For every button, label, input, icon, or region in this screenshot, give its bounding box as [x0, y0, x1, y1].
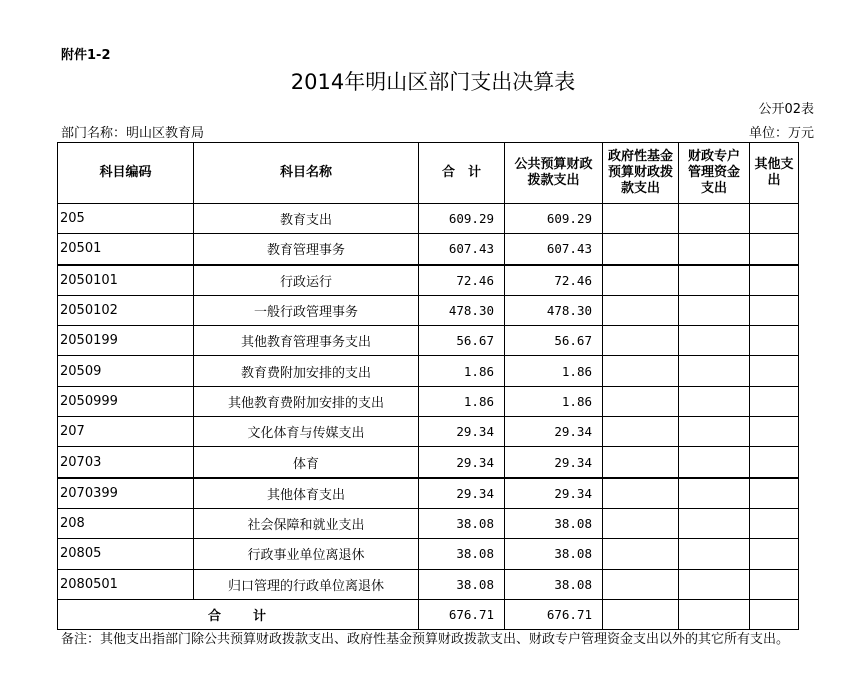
cell-gov-fund — [603, 295, 679, 325]
table-row — [58, 234, 799, 265]
cell-name: 其他教育费附加安排的支出 — [194, 386, 419, 416]
cell-gov-fund — [603, 508, 679, 538]
cell-public-budget: 29.34 — [505, 478, 603, 509]
table-row — [58, 478, 799, 509]
cell-name: 教育费附加安排的支出 — [194, 356, 419, 386]
header-code: 科目编码 — [58, 143, 194, 204]
table-row — [58, 356, 799, 386]
footnote: 备注：其他支出指部门除公共预算财政拨款支出、政府性基金预算财政拨款支出、财政专户管理资金支出以外的其它所有支出。 — [61, 632, 790, 647]
cell-name: 归口管理的行政单位离退休 — [194, 569, 419, 599]
cell-name: 教育支出 — [194, 204, 419, 234]
table-row — [58, 508, 799, 538]
attachment-label: 附件1-2 — [61, 48, 111, 63]
cell-gov-fund — [603, 569, 679, 599]
cell-gov-fund — [603, 478, 679, 509]
form-number: 公开02表 — [758, 102, 814, 117]
cell-other — [750, 386, 799, 416]
cell-gov-fund — [603, 386, 679, 416]
cell-gov-fund — [603, 265, 679, 296]
cell-gov-fund — [603, 234, 679, 265]
table-row — [58, 326, 799, 356]
cell-special-fund — [679, 295, 750, 325]
cell-total: 1.86 — [419, 356, 505, 386]
unit-label: 单位：万元 — [748, 126, 814, 141]
cell-code: 205 — [58, 204, 194, 234]
cell-total: 38.08 — [419, 508, 505, 538]
cell-special-fund — [679, 265, 750, 296]
cell-code: 2050999 — [58, 386, 194, 416]
cell-special-fund — [679, 508, 750, 538]
cell-code: 20509 — [58, 356, 194, 386]
cell-code: 20703 — [58, 447, 194, 478]
cell-public-budget: 38.08 — [505, 569, 603, 599]
cell-name: 其他教育管理事务支出 — [194, 326, 419, 356]
cell-total: 72.46 — [419, 265, 505, 296]
table-row — [58, 386, 799, 416]
cell-special-fund — [679, 539, 750, 569]
cell-total: 609.29 — [419, 204, 505, 234]
cell-other — [750, 326, 799, 356]
cell-other — [750, 265, 799, 296]
cell-code: 208 — [58, 508, 194, 538]
cell-gov-fund — [603, 447, 679, 478]
header-gov-fund: 政府性基金预算财政拨款支出 — [603, 143, 679, 204]
cell-total: 1.86 — [419, 386, 505, 416]
cell-other — [750, 478, 799, 509]
cell-name: 行政事业单位离退休 — [194, 539, 419, 569]
header-total: 合 计 — [419, 143, 505, 204]
cell-total: 38.08 — [419, 539, 505, 569]
table-row — [58, 447, 799, 478]
total-public-amount: 676.71 — [505, 599, 603, 629]
cell-other — [750, 539, 799, 569]
total-label: 合 计 — [58, 599, 419, 629]
cell-code: 2050101 — [58, 265, 194, 296]
cell-code: 2080501 — [58, 569, 194, 599]
table-row — [58, 295, 799, 325]
header-name: 科目名称 — [194, 143, 419, 204]
cell-other — [750, 234, 799, 265]
cell-gov-fund — [603, 417, 679, 447]
department-name: 部门名称：明山区教育局 — [61, 126, 205, 141]
cell-public-budget: 1.86 — [505, 386, 603, 416]
cell-name: 社会保障和就业支出 — [194, 508, 419, 538]
cell-gov-fund — [603, 204, 679, 234]
cell-special-fund — [679, 447, 750, 478]
cell-total: 29.34 — [419, 417, 505, 447]
cell-public-budget: 29.34 — [505, 447, 603, 478]
expenditure-table — [57, 142, 799, 630]
cell-other — [750, 447, 799, 478]
total-row — [58, 599, 799, 629]
cell-code: 207 — [58, 417, 194, 447]
cell-special-fund — [679, 356, 750, 386]
cell-other — [750, 508, 799, 538]
cell-special-fund — [679, 569, 750, 599]
header-public-budget: 公共预算财政拨款支出 — [505, 143, 603, 204]
cell-code: 2050199 — [58, 326, 194, 356]
cell-name: 行政运行 — [194, 265, 419, 296]
cell-name: 教育管理事务 — [194, 234, 419, 265]
cell-total: 29.34 — [419, 478, 505, 509]
cell-name: 其他体育支出 — [194, 478, 419, 509]
cell-special-fund — [679, 234, 750, 265]
cell-public-budget: 38.08 — [505, 508, 603, 538]
table-row — [58, 569, 799, 599]
cell-public-budget: 478.30 — [505, 295, 603, 325]
cell-other — [750, 417, 799, 447]
cell-public-budget: 29.34 — [505, 417, 603, 447]
cell-public-budget: 1.86 — [505, 356, 603, 386]
cell-total: 38.08 — [419, 569, 505, 599]
cell-gov-fund — [603, 356, 679, 386]
cell-special-fund — [679, 386, 750, 416]
table-row — [58, 204, 799, 234]
cell-total: 29.34 — [419, 447, 505, 478]
cell-public-budget: 38.08 — [505, 539, 603, 569]
cell-other — [750, 569, 799, 599]
cell-gov-fund — [603, 326, 679, 356]
cell-name: 一般行政管理事务 — [194, 295, 419, 325]
total-gov-fund — [603, 599, 679, 629]
page-title: 2014年明山区部门支出决算表 — [290, 70, 576, 94]
cell-name: 文化体育与传媒支出 — [194, 417, 419, 447]
cell-total: 56.67 — [419, 326, 505, 356]
cell-code: 2070399 — [58, 478, 194, 509]
total-special-fund — [679, 599, 750, 629]
cell-special-fund — [679, 417, 750, 447]
cell-code: 20805 — [58, 539, 194, 569]
cell-public-budget: 56.67 — [505, 326, 603, 356]
cell-code: 2050102 — [58, 295, 194, 325]
total-amount: 676.71 — [419, 599, 505, 629]
cell-special-fund — [679, 326, 750, 356]
total-other — [750, 599, 799, 629]
table-row — [58, 265, 799, 296]
cell-special-fund — [679, 478, 750, 509]
cell-special-fund — [679, 204, 750, 234]
table-row — [58, 417, 799, 447]
cell-public-budget: 609.29 — [505, 204, 603, 234]
cell-gov-fund — [603, 539, 679, 569]
cell-public-budget: 72.46 — [505, 265, 603, 296]
cell-public-budget: 607.43 — [505, 234, 603, 265]
header-other: 其他支出 — [750, 143, 799, 204]
cell-other — [750, 295, 799, 325]
cell-name: 体育 — [194, 447, 419, 478]
cell-total: 607.43 — [419, 234, 505, 265]
cell-code: 20501 — [58, 234, 194, 265]
table-row — [58, 539, 799, 569]
cell-other — [750, 204, 799, 234]
header-special-fund: 财政专户管理资金支出 — [679, 143, 750, 204]
cell-total: 478.30 — [419, 295, 505, 325]
cell-other — [750, 356, 799, 386]
